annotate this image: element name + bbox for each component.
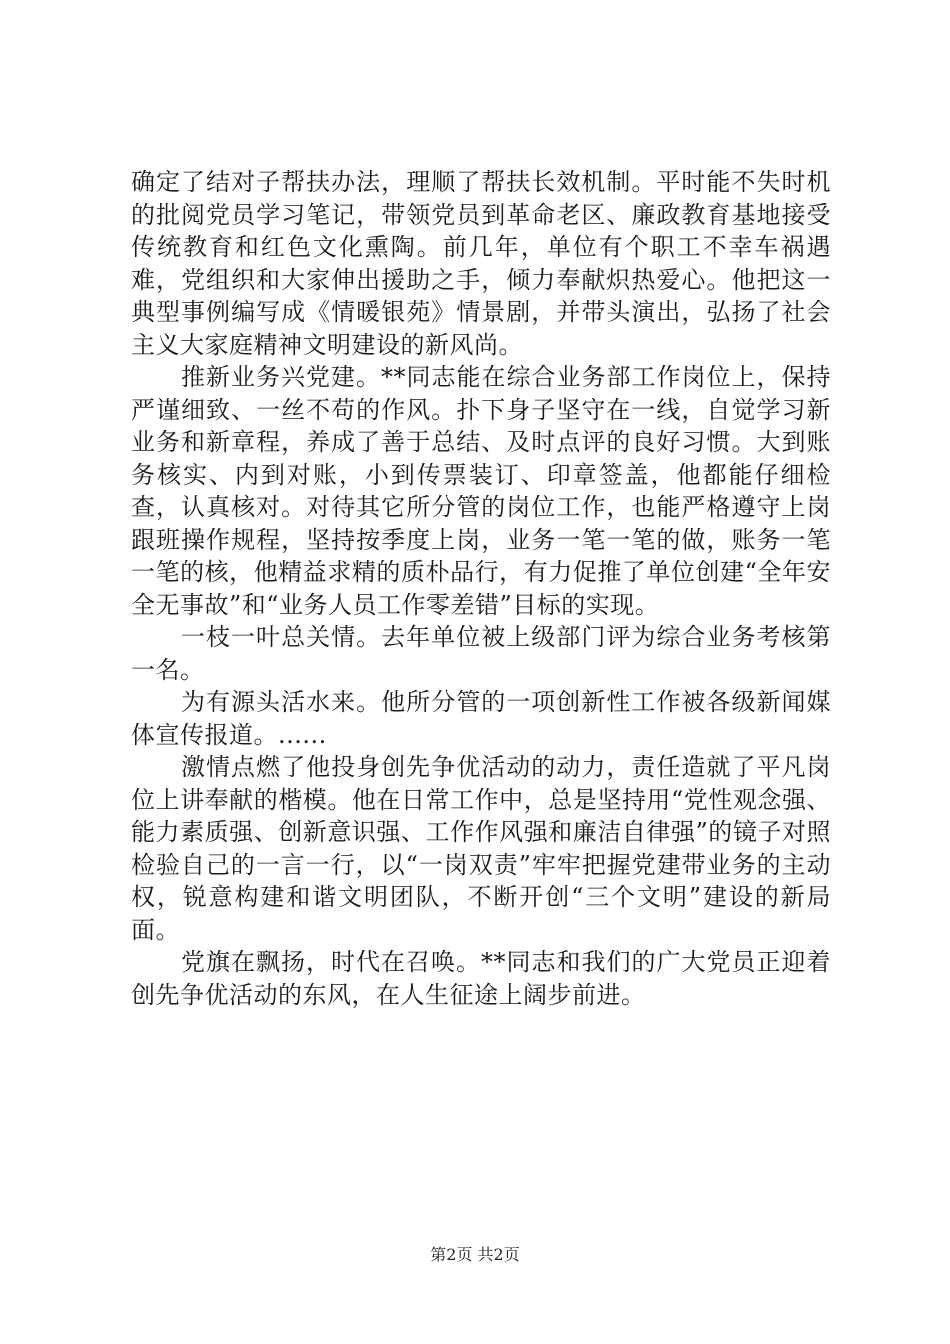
paragraph-4: 为有源头活水来。他所分管的一项创新性工作被各级新闻媒体宣传报道。......: [131, 688, 831, 749]
page-footer: 第2页 共2页: [430, 1245, 520, 1264]
paragraph-5: 激情点燃了他投身创先争优活动的动力，责任造就了平凡岗位上讲奉献的楷模。他在日常工作中，总是坚持用“党性观念强、能力素质强、创新意识强、工作作风强和廉洁自律强”的镜子对照检验自己的一言一行，以“一岗双责”牢牢把握党建带业务的主动权，锐意构建和谐文明团队，不断开创“三个文明”建设的新局面。: [131, 753, 831, 944]
paragraph-1: 确定了结对子帮扶办法，理顺了帮扶长效机制。平时能不失时机的批阅党员学习笔记，带领党员到革命老区、廉政教育基地接受传统教育和红色文化熏陶。前几年，单位有个职工不幸车祸遇难，党组织和大家伸出援助之手，倾力奉献炽热爱心。他把这一典型事例编写成《情暖银苑》情景剧，并带头演出，弘扬了社会主义大家庭精神文明建设的新风尚。: [131, 168, 831, 359]
paragraph-2: 推新业务兴党建。**同志能在综合业务部工作岗位上，保持严谨细致、一丝不苟的作风。扑下身子坚守在一线，自觉学习新业务和新章程，养成了善于总结、及时点评的良好习惯。大到账务核实、内到对账，小到传票装订、印章签盖，他都能仔细检查，认真核对。对待其它所分管的岗位工作，也能严格遵守上岗跟班操作规程，坚持按季度上岗，业务一笔一笔的做，账务一笔一笔的核，他精益求精的质朴品行，有力促推了单位创建“全年安全无事故”和“业务人员工作零差错”目标的实现。: [131, 363, 831, 619]
document-body: [131, 166, 831, 1011]
paragraph-3: 一枝一叶总关情。去年单位被上级部门评为综合业务考核第一名。: [131, 623, 831, 684]
paragraph-6: 党旗在飘扬，时代在召唤。**同志和我们的广大党员正迎着创先争优活动的东风，在人生征途上阔步前进。: [131, 948, 831, 1009]
